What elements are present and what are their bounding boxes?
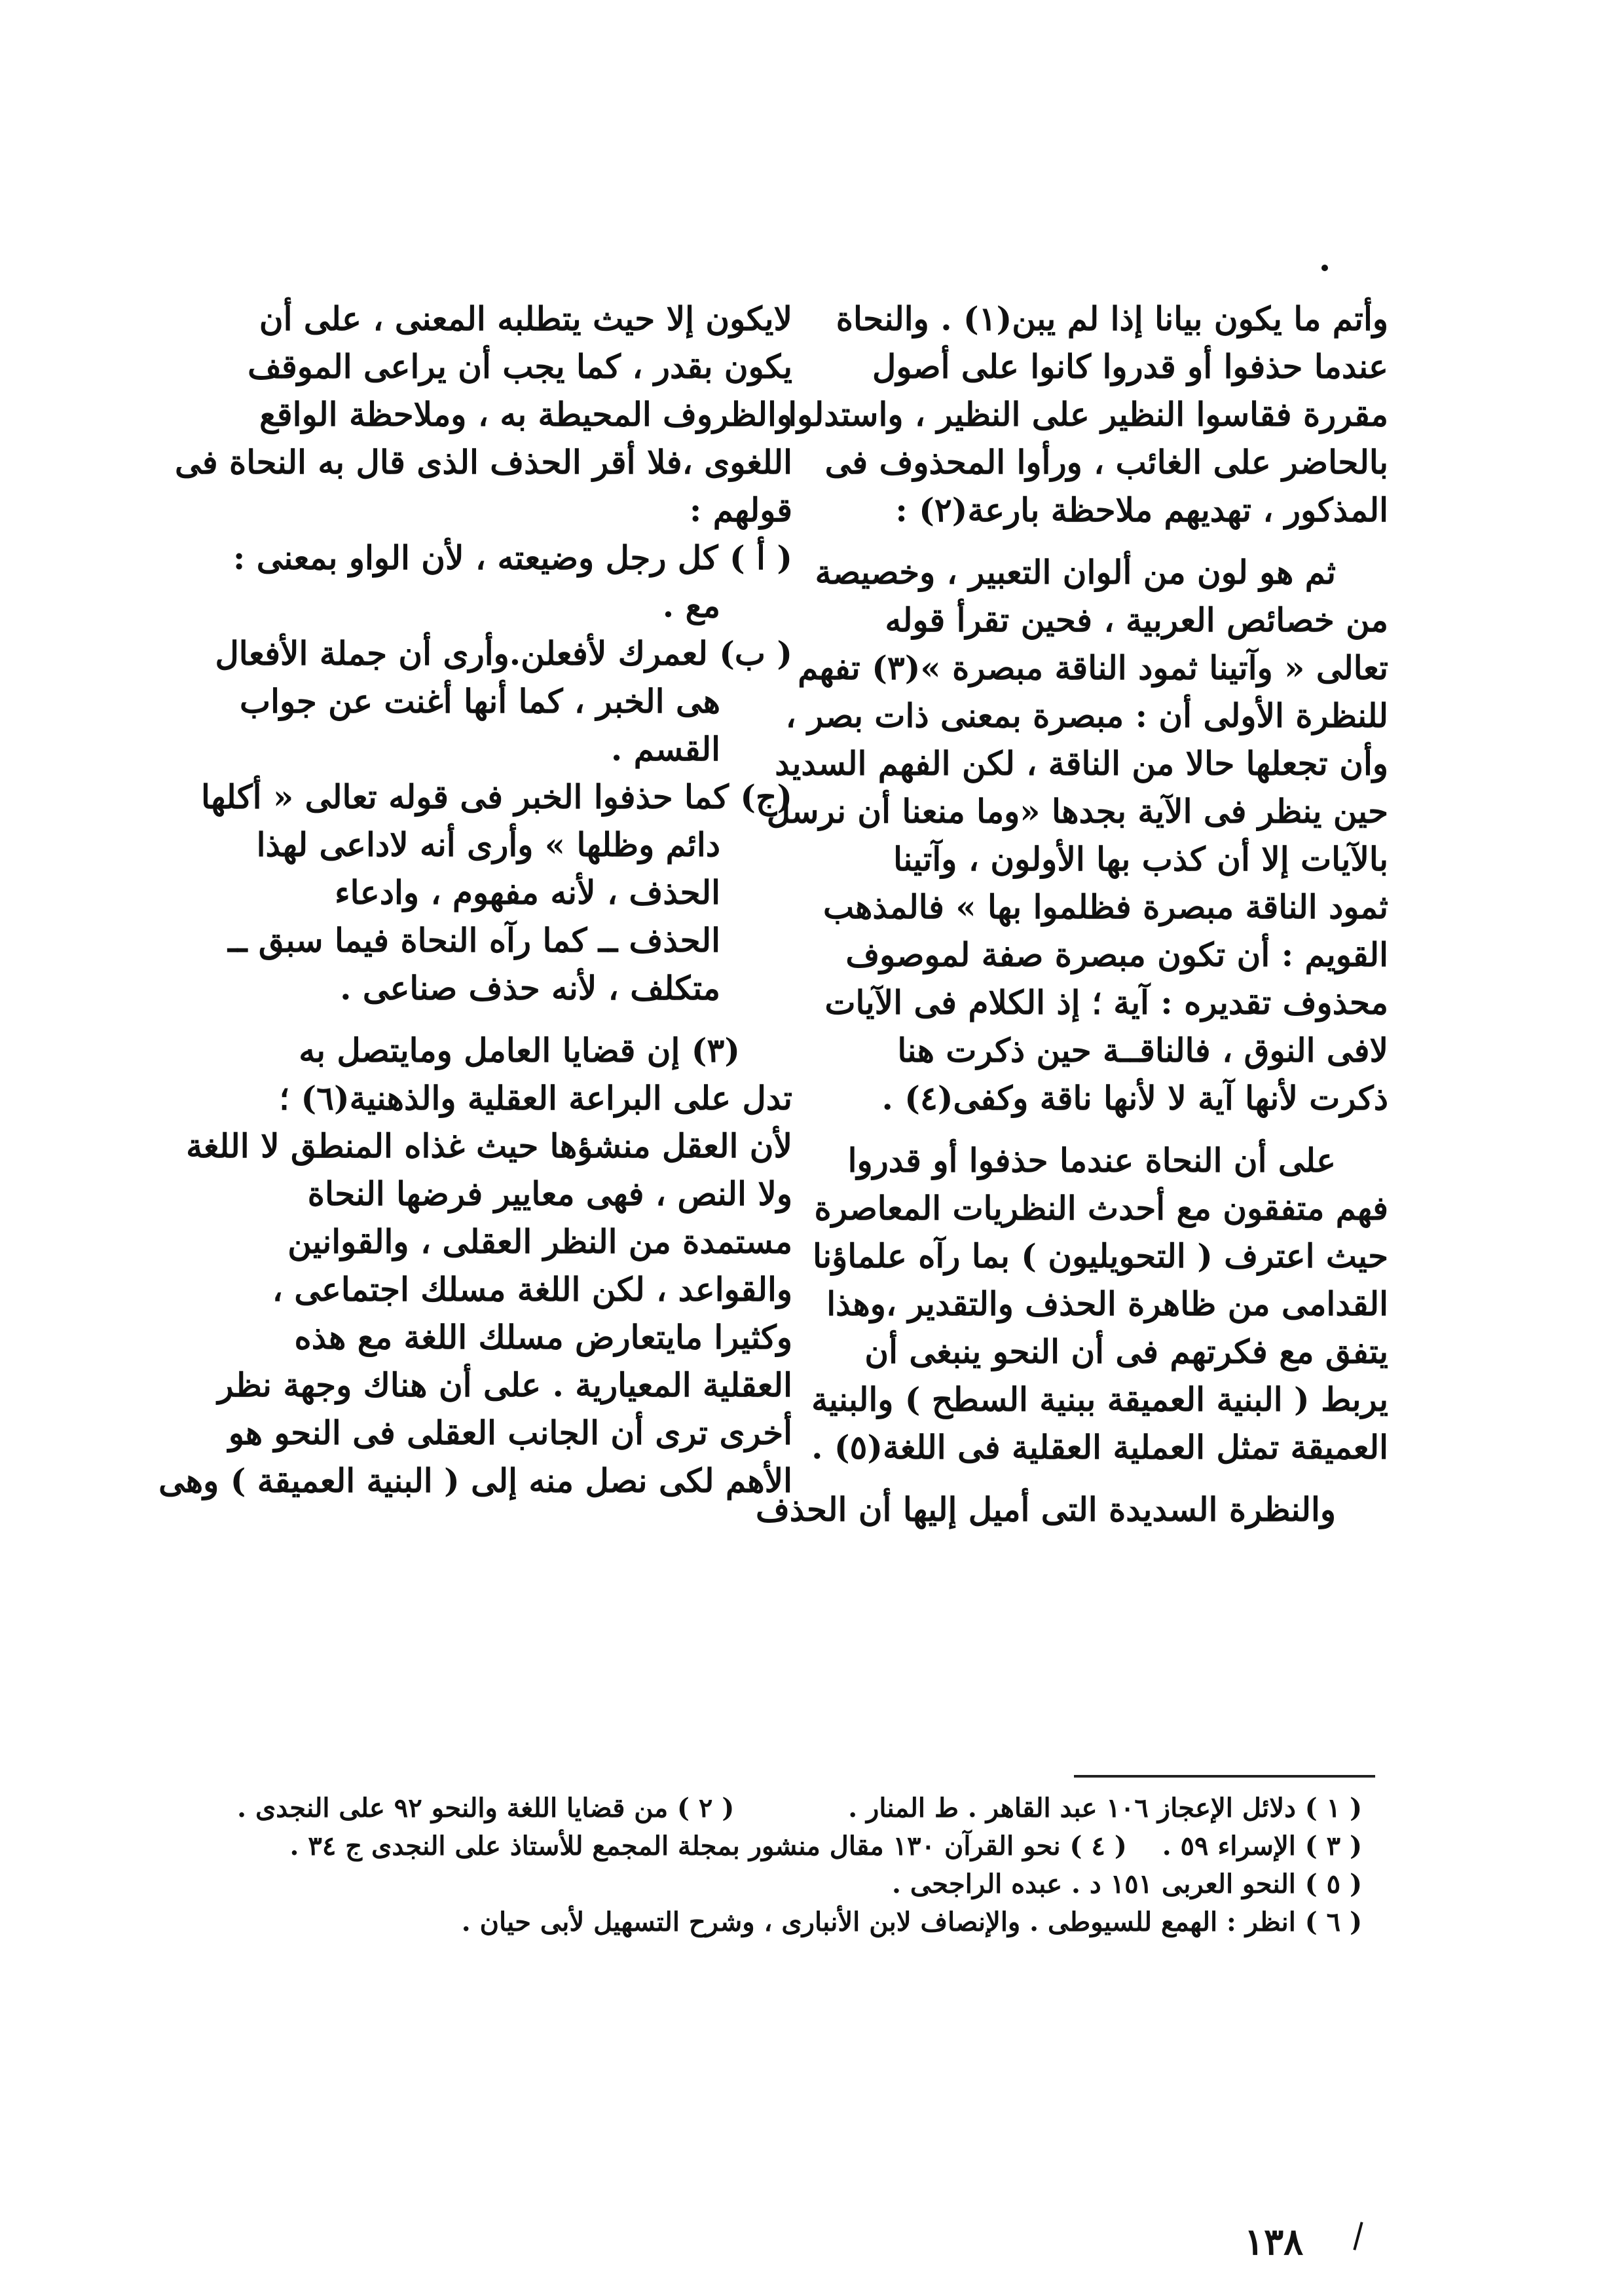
text-column-right (755, 295, 1388, 1651)
text-line: يكون بقدر ، كما يجب أن يراعى الموقف (248, 347, 792, 386)
text-line: ولا النص ، فهى معايير فرضها النحاة (307, 1174, 792, 1213)
page-number: ١٣٨ (1244, 2220, 1304, 2264)
text-line: عندما حذفوا أو قدروا كانوا على أصول (872, 347, 1388, 386)
footnote-1: ( ١ ) دلائل الإعجاز ١٠٦ عبد القاهر . ط المنار . (848, 1793, 1362, 1823)
list-item: (ج) كما حذفوا الخبر فى قوله تعالى « أكلها (201, 777, 792, 816)
text-line: تعالى « وآتينا ثمود الناقة مبصرة »(٣) تفهم (798, 648, 1388, 687)
footnotes (237, 1789, 1362, 1941)
footnote-row (249, 1865, 1362, 1903)
text-line: قولهم : (689, 491, 792, 529)
list-item-continuation: الحذف ــ كما رآه النحاة فيما سبق ــ (228, 921, 720, 960)
list-item: ( ب) لعمرك لأفعلن.وأرى أن جملة الأفعال (215, 634, 792, 673)
text-line: ثم هو لون من ألوان التعبير ، وخصيصة (815, 553, 1336, 591)
text-line: العقلية المعيارية . على أن هناك وجهة نظر (217, 1366, 792, 1404)
text-line: للنظرة الأولى أن : مبصرة بمعنى ذات بصر ، (785, 696, 1388, 735)
text-line: المذكور ، تهديهم ملاحظة بارعة(٢) : (895, 491, 1388, 529)
text-line: والنظرة السديدة التى أميل إليها أن الحذف (755, 1490, 1336, 1529)
list-item-continuation: القسم . (610, 730, 720, 768)
footnote-row (237, 1789, 1362, 1827)
text-line: لافى النوق ، فالناقــة حين ذكرت هنا (897, 1031, 1388, 1070)
text-line: حين ينظر فى الآية بجدها «وما منعنا أن نرسل (766, 792, 1388, 830)
text-line: لايكون إلا حيث يتطلبه المعنى ، على أن (259, 299, 792, 338)
text-line: القدامى من ظاهرة الحذف والتقدير ،وهذا (826, 1284, 1388, 1323)
text-line: أخرى ترى أن الجانب العقلى فى النحو هو (228, 1413, 792, 1452)
text-line: اللغوى ،فلا أقر الحذف الذى قال به النحاة فى (175, 443, 792, 481)
text-line: يربط ( البنية العميقة ببنية السطح ) والبنية (811, 1380, 1388, 1419)
text-line: مستمدة من النظر العقلى ، والقوانين (287, 1222, 792, 1261)
text-line: تدل على البراعة العقلية والذهنية(٦) ؛ (279, 1079, 792, 1117)
list-item: ( أ ) كل رجل وضيعته ، لأن الواو بمعنى : (232, 538, 792, 577)
footnote-divider (1074, 1775, 1375, 1778)
text-line: يتفق مع فكرتهم فى أن النحو ينبغى أن (864, 1332, 1388, 1371)
text-line: وأن تجعلها حالا من الناقة ، لكن الفهم السديد (775, 744, 1388, 783)
text-line: لأن العقل منشؤها حيث غذاه المنطق لا اللغة (186, 1127, 792, 1165)
text-line: فهم متفقون مع أحدث النظريات المعاصرة (814, 1189, 1388, 1227)
list-item-continuation: الحذف ، لأنه مفهوم ، وادعاء (335, 873, 720, 912)
text-line: وأتم ما يكون بيانا إذا لم يبن(١) . والنحاة (836, 299, 1388, 338)
page-tick-mark (1353, 2222, 1363, 2250)
text-line: محذوف تقديره : آية ؛ إذ الكلام فى الآيات (824, 983, 1388, 1022)
footnote-5: ( ٥ ) النحو العربى ١٥١ د . عبده الراجحى . (892, 1869, 1362, 1899)
text-line: حيث اعترف ( التحويليون ) بما رآه علماؤنا (812, 1237, 1388, 1275)
list-item-continuation: هى الخبر ، كما أنها أغنت عن جواب (240, 682, 720, 720)
text-line: الأهم لكى نصل منه إلى ( البنية العميقة ) وهى (158, 1461, 792, 1500)
text-line: بالآيات إلا أن كذب بها الأولون ، وآتينا (893, 840, 1388, 878)
footnote-6: ( ٦ ) انظر : الهمع للسيوطى . والإنصاف لابن الأنبارى ، وشرح التسهيل لأبى حيان . (461, 1907, 1362, 1937)
footnote-row (249, 1903, 1362, 1941)
list-item-continuation: متكلف ، لأنه حذف صناعى . (340, 969, 720, 1007)
text-line: (٣) إن قضايا العامل ومايتصل به (299, 1031, 740, 1070)
text-line: القويم : أن تكون مبصرة صفة لموصوف (845, 935, 1388, 974)
footnote-3: ( ٣ ) الإسراء ٥٩ . (1162, 1831, 1362, 1861)
text-column-left (158, 295, 792, 1651)
text-line: العميقة تمثل العملية العقلية فى اللغة(٥) . (811, 1428, 1388, 1466)
text-line: على أن النحاة عندما حذفوا أو قدروا (847, 1141, 1336, 1180)
text-line: وكثيرا مايتعارض مسلك اللغة مع هذه (294, 1318, 792, 1356)
footnote-2: ( ٢ ) من قضايا اللغة والنحو ٩٢ على النجدى . (237, 1793, 735, 1823)
list-item-continuation: مع . (662, 586, 720, 625)
text-line: ذكرت لأنها آية لا لأنها ناقة وكفى(٤) . (881, 1079, 1388, 1117)
list-item-continuation: دائم وظلها » وأرى أنه لاداعى لهذا (256, 825, 720, 864)
text-line: والظروف المحيطة به ، وملاحظة الواقع (259, 395, 792, 434)
text-line: من خصائص العربية ، فحين تقرأ قوله (885, 601, 1388, 639)
footnote-row (249, 1827, 1362, 1865)
text-line: والقواعد ، لكن اللغة مسلك اجتماعى ، (272, 1270, 792, 1309)
footnote-4: ( ٤ ) نحو القرآن ١٣٠ مقال منشور بمجلة المجمع للأستاذ على النجدى ج ٣٤ . (289, 1831, 1127, 1861)
text-line: ثمود الناقة مبصرة فظلموا بها » فالمذهب (822, 887, 1388, 926)
text-line: مقررة فقاسوا النظير على النظير ، واستدلوا (788, 395, 1388, 434)
text-line: بالحاضر على الغائب ، ورأوا المحذوف فى (824, 443, 1388, 481)
page-mark-dot (1321, 265, 1328, 271)
